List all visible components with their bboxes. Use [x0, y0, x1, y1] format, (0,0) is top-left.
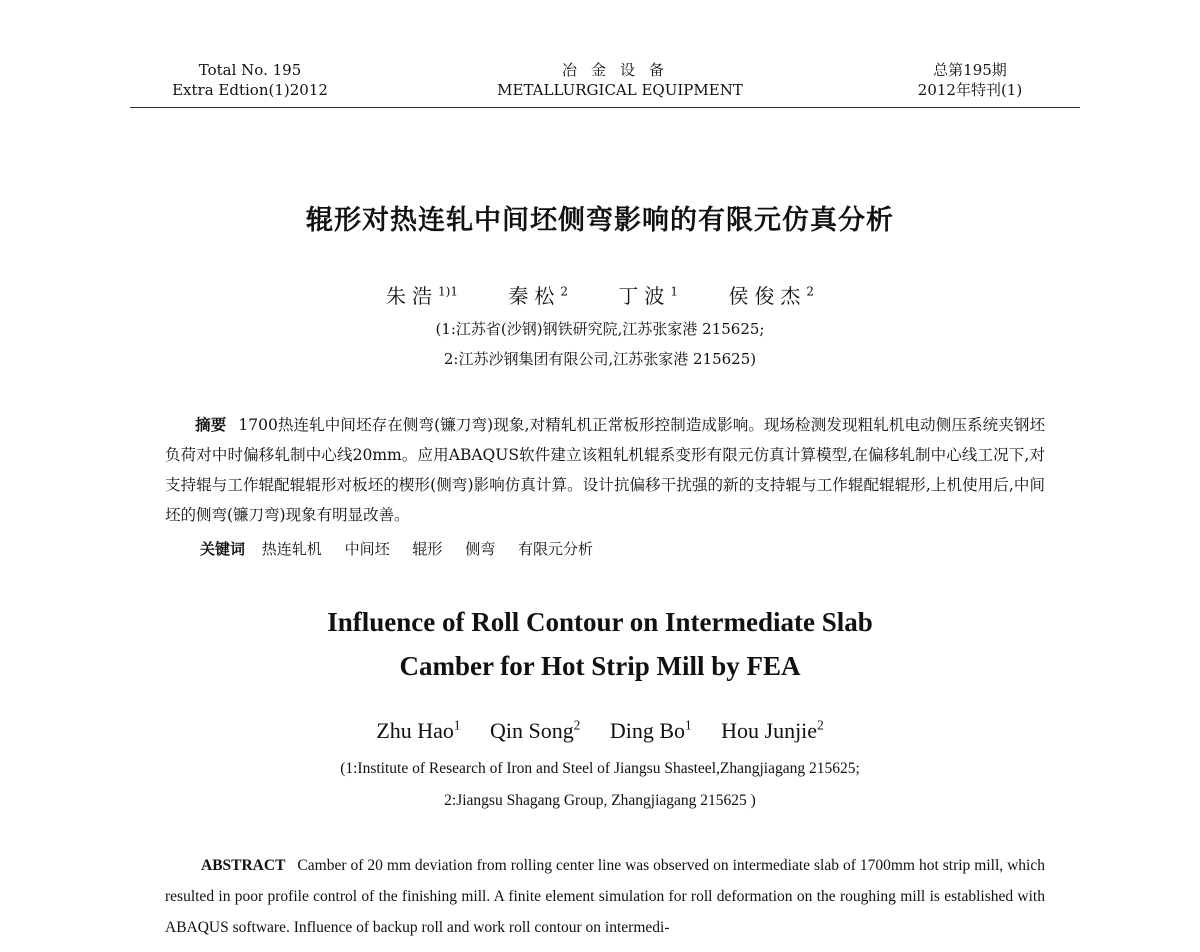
en-authors: [100, 718, 1100, 744]
cn-author: 丁波$^1$: [618, 284, 678, 308]
cn-keyword: 侧弯: [465, 540, 496, 558]
en-abstract-label: ABSTRACT: [201, 857, 286, 874]
header-rule: [130, 107, 1080, 108]
cn-keyword: 有限元分析: [517, 540, 593, 558]
cn-keyword: 辊形: [412, 540, 443, 558]
cn-keywords: [200, 538, 611, 559]
en-author: Zhu Hao$^1$: [376, 718, 461, 744]
cn-author: 侯俊杰$^2$: [728, 284, 814, 308]
total-number-cn: 总第195期: [933, 61, 1007, 79]
cn-abstract-label: 摘要: [195, 416, 227, 434]
en-abstract: [165, 850, 1045, 943]
cn-abstract-text: 1700热连轧中间坯存在侧弯(镰刀弯)现象,对精轧机正常板形控制造成影响。现场检测发现粗轧机电动侧压系统夹钢坯负荷对中时偏移轧制中心线20mm。应用ABAQUS软件建立该粗轧机辊系变形有限元仿真计算模型,在偏移轧制中心线工况下,对支持辊与工作辊配辊辊形对板坯的楔形(侧弯)影响仿真计算。设计抗偏移干扰强的新的支持辊与工作辊配辊辊形,上机使用后,中间坯的侧弯(镰刀弯)现象有明显改善。: [165, 416, 1045, 524]
en-title-line-2: Camber for Hot Strip Mill by FEA: [399, 651, 801, 681]
edition-cn: 2012年特刊(1): [917, 81, 1023, 99]
cn-author: 秦松$^2$: [508, 284, 568, 308]
cn-keywords-label: 关键词: [200, 540, 246, 558]
journal-name-cn: 冶金设备: [561, 61, 678, 79]
cn-affiliation-2: 2:江苏沙钢集团有限公司,江苏张家港 215625): [443, 350, 757, 368]
cn-abstract: [165, 410, 1045, 530]
cn-affiliation-1: (1:江苏省(沙钢)钢铁研究院,江苏张家港 215625;: [435, 320, 765, 338]
cn-keyword: 中间坯: [344, 540, 390, 558]
en-affiliation-2: 2:Jiangsu Shagang Group, Zhangjiagang 215625 ): [444, 792, 756, 809]
en-title: [100, 600, 1100, 688]
cn-title: 辊形对热连轧中间坯侧弯影响的有限元仿真分析: [306, 205, 894, 236]
en-author: Hou Junjie$^2$: [721, 718, 824, 744]
total-number: Total No. 195: [198, 61, 302, 79]
journal-name-en: METALLURGICAL EQUIPMENT: [497, 81, 743, 99]
en-title-line-1: Influence of Roll Contour on Intermediate Slab: [327, 607, 873, 637]
en-abstract-text: Camber of 20 mm deviation from rolling center line was observed on intermediate slab of 1700mm hot strip mill, which resulted in poor profile control of the finishing mill. A finite element simulation for roll deformation on the roughing mill is established with ABAQUS software. Influence of backup roll and work roll contour on intermedi-: [165, 857, 1045, 936]
journal-name: [470, 60, 770, 100]
journal-issue-en: [150, 60, 350, 100]
en-affiliation-1: (1:Institute of Research of Iron and Steel of Jiangsu Shasteel,Zhangjiagang 215625;: [340, 760, 860, 777]
cn-author: 朱浩$^{1)1}$: [386, 284, 458, 308]
cn-keyword: 热连轧机: [261, 540, 322, 558]
en-author: Qin Song$^2$: [490, 718, 581, 744]
edition: Extra Edtion(1)2012: [172, 81, 328, 99]
cn-authors: [100, 280, 1100, 309]
en-author: Ding Bo$^1$: [609, 718, 692, 744]
journal-issue-cn: [860, 60, 1080, 100]
